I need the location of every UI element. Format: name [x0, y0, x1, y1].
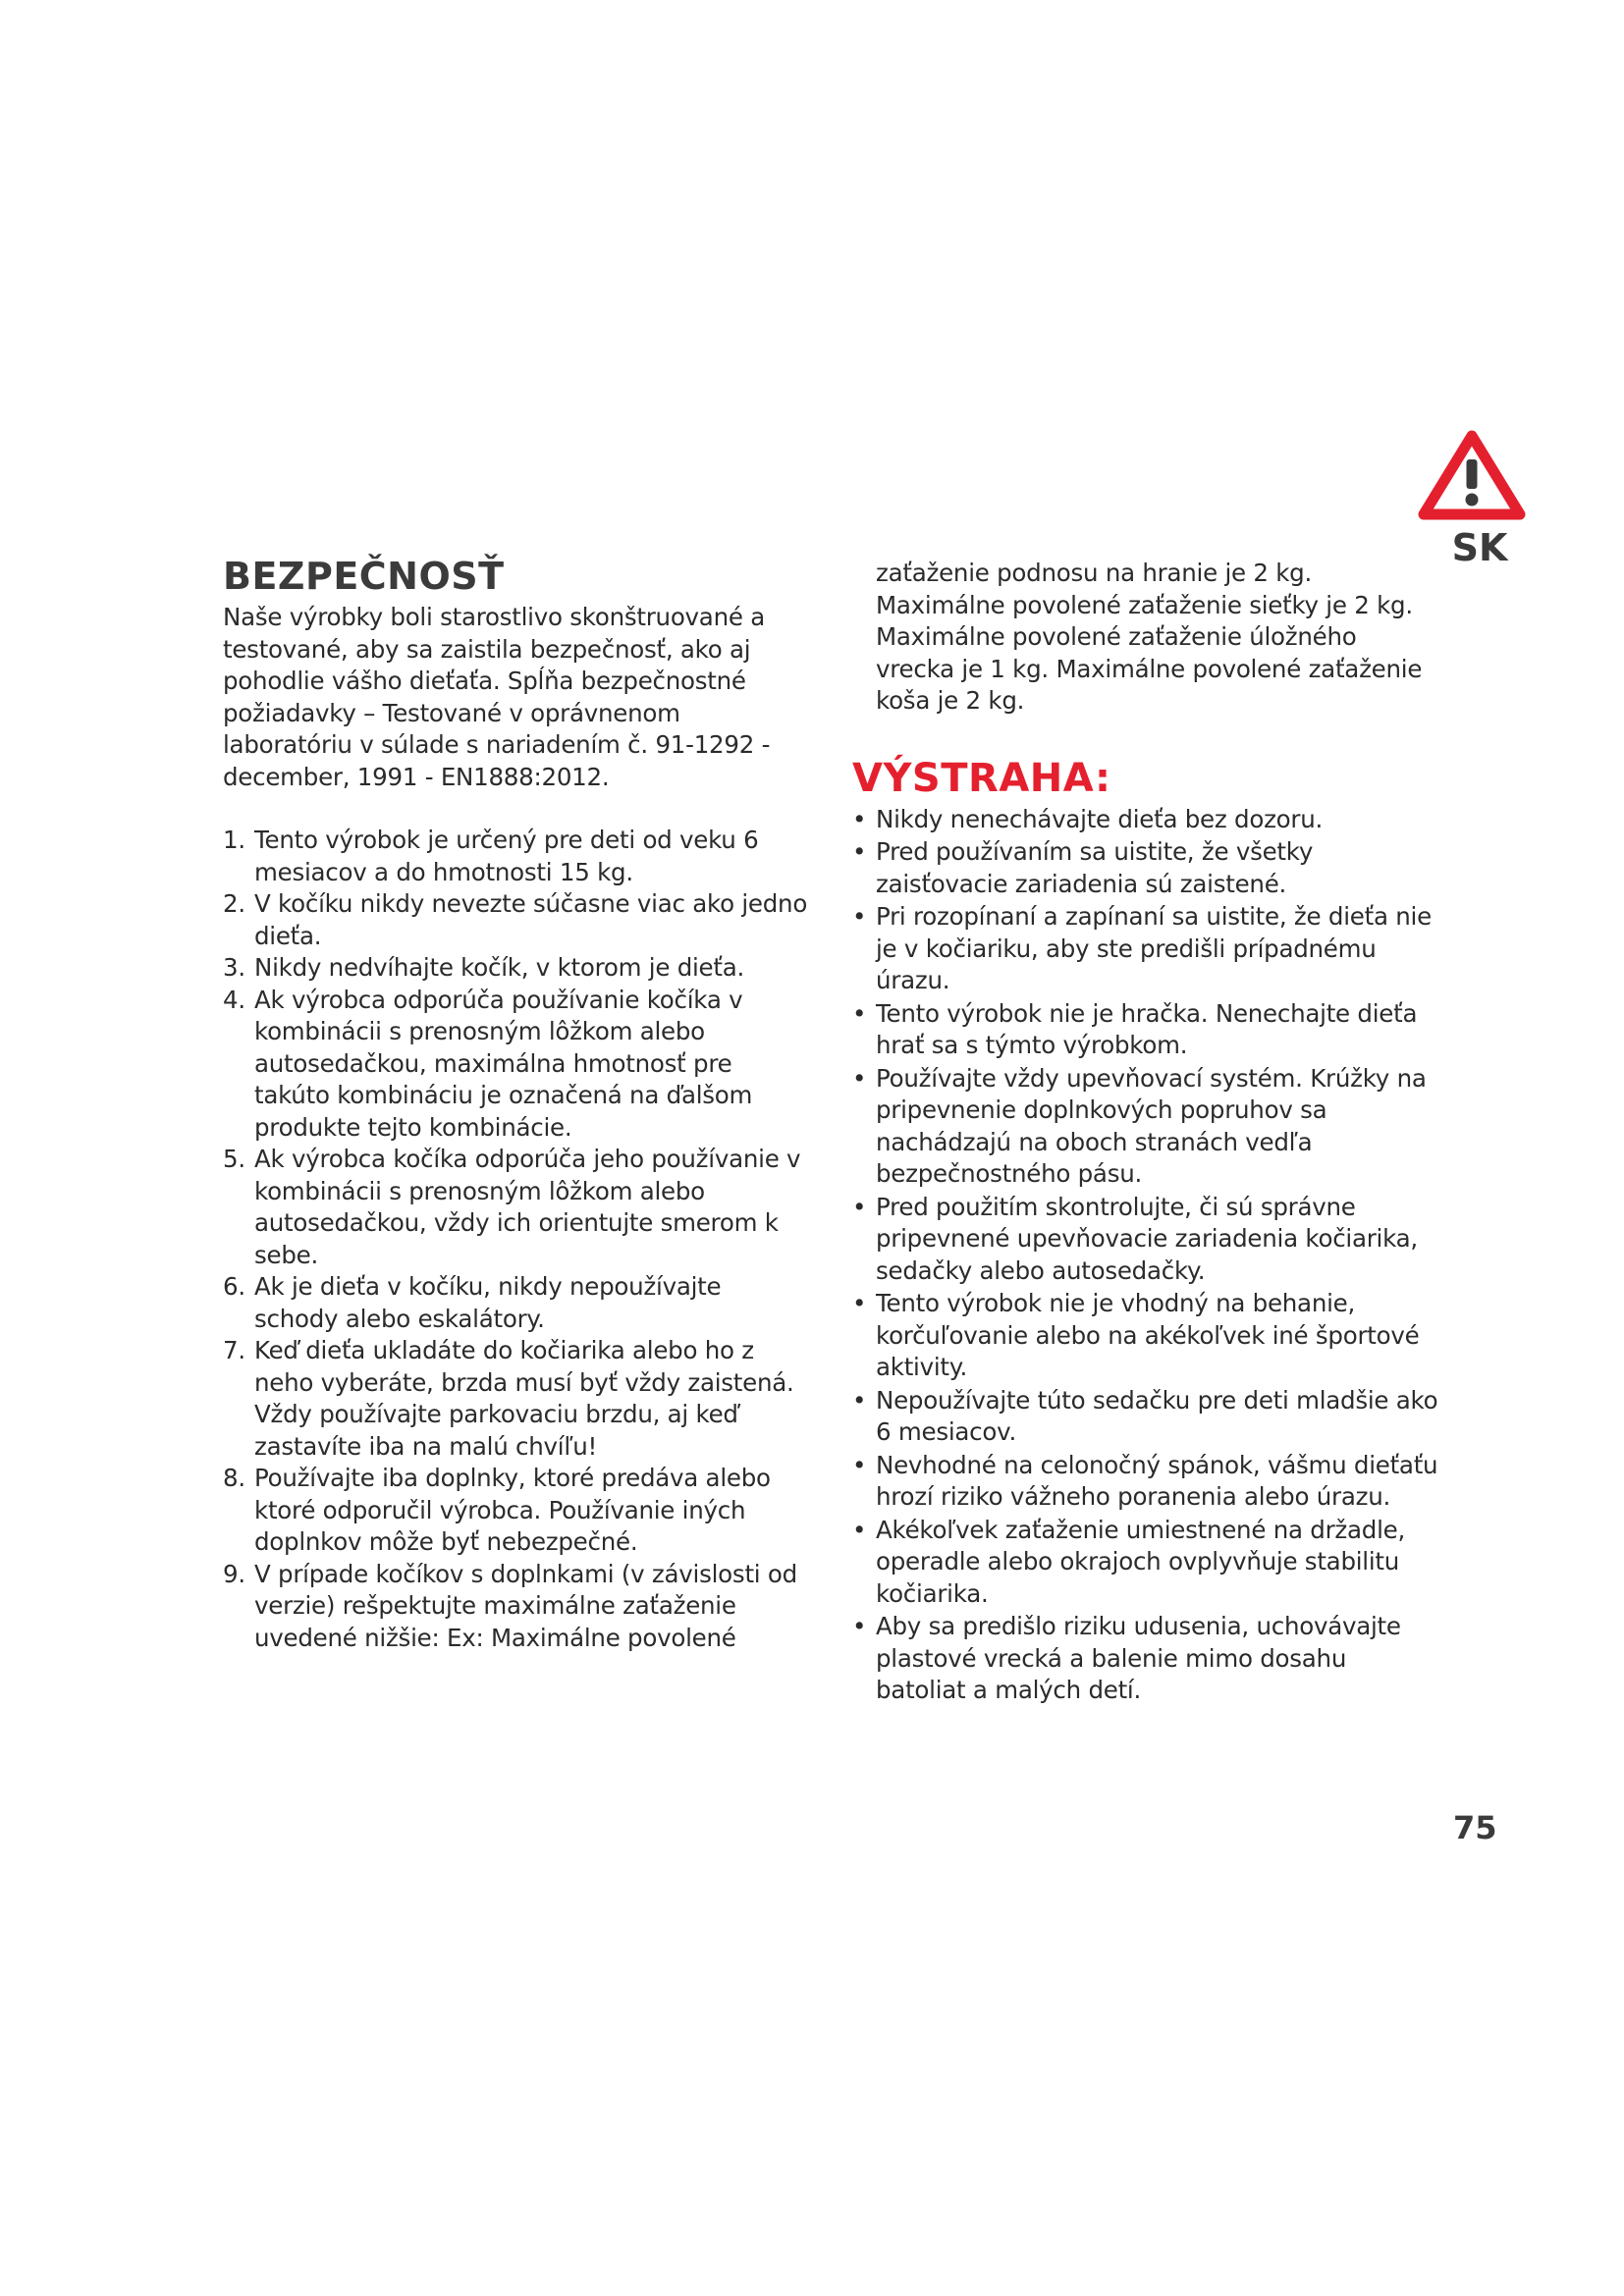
item-text: Nikdy nedvíhajte kočík, v ktorom je dieťa.	[254, 953, 745, 982]
bullet-icon: •	[852, 804, 867, 833]
bullet-icon: •	[852, 1289, 867, 1317]
item-text: Ak výrobca kočíka odporúča jeho používanie v kombinácii s prenosným lôžkom alebo autosedačkou, vždy ich orientujte smerom k sebe.	[254, 1145, 801, 1269]
item-number: 9.	[223, 1559, 245, 1588]
safety-intro: Naše výrobky boli starostlivo skonštruované a testované, aby sa zaistila bezpečnosť, ako aj pohodlie vášho dieťaťa. Spĺňa bezpečnostné požiadavky – Testované v oprávnenom laboratóriu v súlade s nariadením č. 91-1292 - december, 1991 - EN1888:2012.	[223, 603, 771, 791]
list-item	[852, 836, 1441, 900]
item-number: 6.	[223, 1272, 245, 1301]
item-text: Ak je dieťa v kočíku, nikdy nepoužívajte schody alebo eskalátory.	[254, 1272, 722, 1333]
item-number: 1.	[223, 826, 245, 854]
bullet-icon: •	[852, 1063, 867, 1093]
list-item	[852, 998, 1441, 1062]
item-text: Používajte iba doplnky, ktoré predáva alebo ktoré odporučil výrobca. Používanie iných doplnkov môže byť nebezpečné.	[254, 1464, 771, 1556]
item-text: Nevhodné na celonočný spánok, vášmu dieťaťu hrozí riziko vážneho poranenia alebo úrazu.	[876, 1450, 1438, 1511]
list-item	[852, 1063, 1441, 1191]
page-number: 75	[1453, 1809, 1497, 1846]
bullet-icon: •	[852, 1450, 867, 1479]
warning-triangle-icon	[1418, 430, 1526, 520]
item-text: Aby sa predišlo riziku udusenia, uchovávajte plastové vrecká a balenie mimo dosahu batoliat a malých detí.	[876, 1612, 1401, 1704]
item-text: Pred používaním sa uistite, že všetky zaisťovacie zariadenia sú zaistené.	[876, 837, 1314, 898]
item-text: Tento výrobok je určený pre deti od veku 6 mesiacov a do hmotnosti 15 kg.	[254, 826, 759, 886]
list-item	[852, 1192, 1441, 1288]
item-number: 4.	[223, 985, 245, 1014]
safety-heading: BEZPEČNOSŤ	[223, 555, 505, 598]
list-item	[852, 1450, 1441, 1514]
item-text: V prípade kočíkov s doplnkami (v závislosti od verzie) rešpektujte maximálne zaťaženie uvedené nižšie: Ex: Maximálne povolené	[254, 1559, 797, 1652]
list-item	[852, 901, 1441, 997]
list-item	[852, 1288, 1441, 1384]
item-number: 5.	[223, 1145, 245, 1173]
warning-heading: VÝSTRAHA:	[852, 755, 1111, 801]
item-number: 8.	[223, 1464, 245, 1492]
left-column	[223, 553, 812, 1654]
bullet-icon: •	[852, 837, 867, 866]
bullet-icon: •	[852, 1192, 867, 1221]
list-item	[223, 1463, 812, 1559]
list-item	[852, 1611, 1441, 1707]
list-item	[223, 825, 812, 888]
list-item	[223, 1335, 812, 1463]
item-text: Nikdy nenechávajte dieťa bez dozoru.	[876, 804, 1324, 833]
bullet-icon: •	[852, 1515, 867, 1544]
list-item	[852, 1385, 1441, 1449]
bullet-icon: •	[852, 902, 867, 931]
list-item	[223, 985, 812, 1145]
safety-list	[223, 825, 812, 1654]
item-number: 3.	[223, 953, 245, 982]
item-text: Pri rozopínaní a zapínaní sa uistite, že dieťa nie je v kočiariku, aby ste predišli prípadnému úrazu.	[876, 902, 1432, 994]
item-text: V kočíku nikdy nevezte súčasne viac ako jedno dieťa.	[254, 889, 808, 950]
item-text: Akékoľvek zaťaženie umiestnené na držadle, operadle alebo okrajoch ovplyvňuje stabilitu kočiarika.	[876, 1515, 1405, 1608]
item-number: 7.	[223, 1336, 245, 1364]
item-text: Pred použitím skontrolujte, či sú správne pripevnené upevňovacie zariadenia kočiarika, sedačky alebo autosedačky.	[876, 1192, 1418, 1285]
bullet-icon: •	[852, 1612, 867, 1640]
item-text: Ak výrobca odporúča používanie kočíka v kombinácii s prenosným lôžkom alebo autosedačkou, maximálna hmotnosť pre takúto kombináciu je označená na ďalšom produkte tejto kombinácie.	[254, 985, 753, 1142]
bullet-icon: •	[852, 998, 867, 1028]
list-item	[223, 952, 812, 985]
right-column	[852, 558, 1441, 1708]
item-text: Tento výrobok nie je vhodný na behanie, korčuľovanie alebo na akékoľvek iné športové aktivity.	[876, 1289, 1420, 1381]
list-item	[852, 1515, 1441, 1611]
list-item	[223, 1559, 812, 1655]
item-number: 2.	[223, 889, 245, 918]
item-text: Keď dieťa ukladáte do kočiarika alebo ho z neho vyberáte, brzda musí byť vždy zaistená. Vždy používajte parkovaciu brzdu, aj keď zastavíte iba na malú chvíľu!	[254, 1336, 794, 1461]
list-item-continuation: zaťaženie podnosu na hranie je 2 kg. Maximálne povolené zaťaženie sieťky je 2 kg. Maximálne povolené zaťaženie úložného vrecka je 1 kg. Maximálne povolené zaťaženie koša je 2 kg.	[876, 559, 1423, 715]
list-item	[852, 804, 1441, 836]
item-text: Nepoužívajte túto sedačku pre deti mladšie ako 6 mesiacov.	[876, 1385, 1438, 1446]
list-item	[223, 888, 812, 952]
list-item	[223, 1271, 812, 1335]
warning-list	[852, 804, 1441, 1707]
item-text: Tento výrobok nie je hračka. Nenechajte dieťa hrať sa s týmto výrobkom.	[876, 998, 1418, 1059]
item-text: Používajte vždy upevňovací systém. Krúžky na pripevnenie doplnkových popruhov sa nachádzajú na oboch stranách vedľa bezpečnostného pásu.	[876, 1063, 1427, 1188]
list-item	[223, 1144, 812, 1271]
bullet-icon: •	[852, 1385, 867, 1415]
language-code: SK	[1451, 526, 1508, 569]
